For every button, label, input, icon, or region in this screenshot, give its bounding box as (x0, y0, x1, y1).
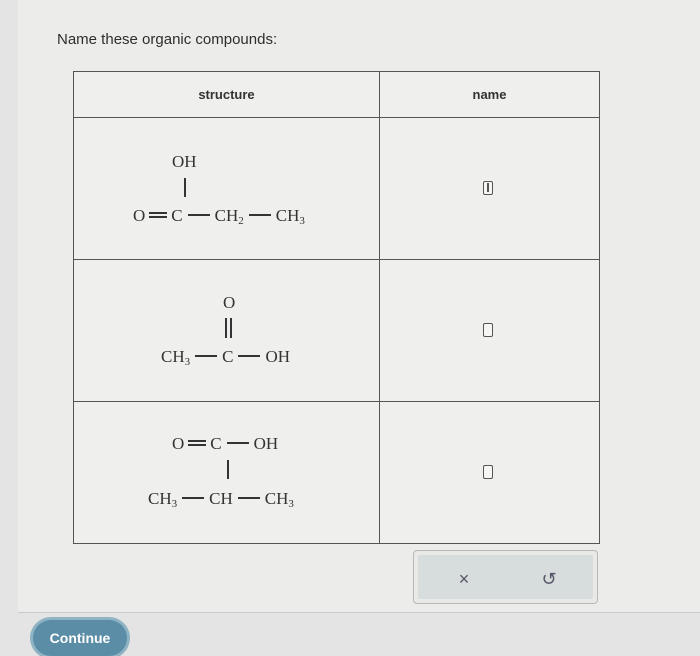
compounds-table (73, 71, 600, 544)
single-bond (227, 442, 249, 444)
double-bond (149, 212, 167, 218)
double-bond (188, 440, 206, 446)
answer-actions (413, 550, 598, 604)
double-bond-vertical (225, 318, 232, 338)
structure-cell (74, 260, 380, 402)
clear-icon[interactable]: × (458, 569, 470, 589)
single-bond (195, 355, 217, 357)
name-cell (380, 402, 600, 544)
name-cell (380, 260, 600, 402)
single-bond-vertical (184, 178, 186, 197)
structure-main-chain: O C $CH_2$ $CH_3$ (133, 206, 305, 227)
single-bond (238, 497, 260, 499)
carbonyl-oxygen-label: O (223, 293, 236, 312)
structure-1 (74, 118, 379, 259)
structure-cell (74, 118, 380, 260)
single-bond (249, 214, 271, 216)
structure-3 (74, 402, 379, 543)
question-prompt: Name these organic compounds: (57, 31, 278, 48)
name-answer-input[interactable] (483, 181, 493, 195)
single-bond (238, 355, 260, 357)
single-bond (182, 497, 204, 499)
structure-cell (74, 402, 380, 544)
undo-icon[interactable]: ↺ (541, 569, 557, 589)
single-bond-vertical (227, 460, 229, 479)
header-name: name (380, 72, 600, 118)
name-answer-input[interactable] (483, 465, 493, 479)
hydroxyl-label: OH (172, 152, 197, 171)
structure-main-chain: $CH_3$ CH $CH_3$ (148, 489, 294, 510)
structure-main-chain: $CH_3$ C OH (161, 347, 291, 368)
name-cell (380, 118, 600, 260)
carboxyl-group: O C OH (172, 434, 279, 453)
answer-actions-inner (418, 555, 593, 599)
table-row (74, 402, 600, 544)
table-row (74, 118, 600, 260)
name-answer-input[interactable] (483, 323, 493, 337)
continue-button[interactable]: Continue (33, 620, 127, 656)
single-bond (188, 214, 210, 216)
footer-divider (18, 612, 700, 613)
table-row (74, 260, 600, 402)
structure-2 (74, 260, 379, 401)
header-structure: structure (74, 72, 380, 118)
